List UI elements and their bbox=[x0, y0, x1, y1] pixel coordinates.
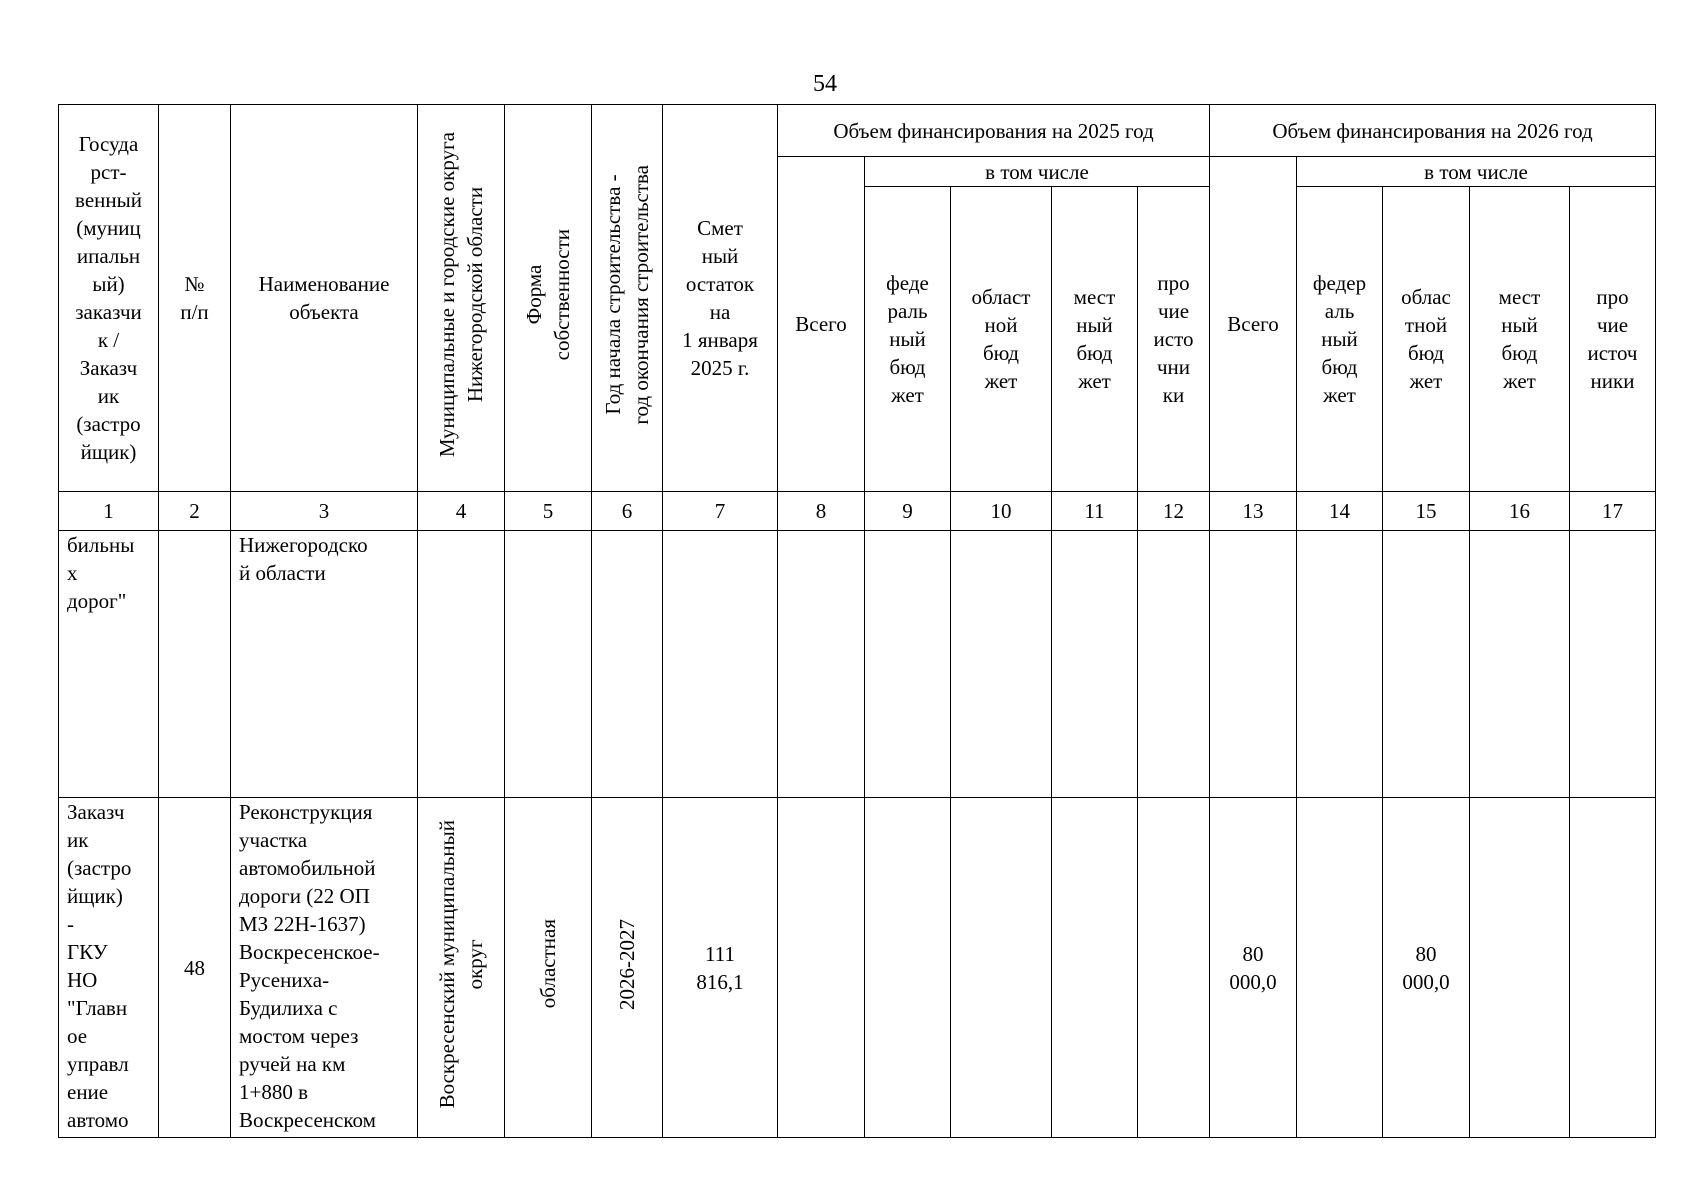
column-number: 7 bbox=[663, 492, 778, 531]
financing-table bbox=[58, 104, 1656, 1138]
table-row bbox=[59, 531, 1656, 798]
table-row bbox=[59, 798, 1656, 1138]
cell-customer: бильны х дорог" bbox=[59, 531, 159, 798]
cell-municipality bbox=[418, 531, 505, 798]
header-financing-2026: Объем финансирования на 2026 год bbox=[1210, 105, 1656, 157]
column-number: 1 bbox=[59, 492, 159, 531]
cell-customer: Заказч ик (застро йщик) - ГКУ НО "Главн ое управл ение автомо bbox=[59, 798, 159, 1138]
header-years-text: Год начала строительства - год окончания строительства bbox=[601, 164, 653, 425]
header-customer: Госуда рст- венный (муниц ипальн ый) заказчи к / Заказч ик (застро йщик) bbox=[59, 105, 159, 492]
cell-total-2025 bbox=[778, 798, 865, 1138]
header-municipality bbox=[418, 105, 505, 492]
header-regional-2026: облас тной бюд жет bbox=[1383, 187, 1470, 492]
header-including-2026: в том числе bbox=[1297, 157, 1656, 187]
header-years bbox=[592, 105, 663, 492]
column-number: 8 bbox=[778, 492, 865, 531]
header-other-2025: про чие исто чни ки bbox=[1138, 187, 1210, 492]
cell-total-2026 bbox=[1210, 531, 1297, 798]
column-number: 4 bbox=[418, 492, 505, 531]
column-number: 6 bbox=[592, 492, 663, 531]
cell-number: 48 bbox=[159, 798, 231, 1138]
cell-municipality bbox=[418, 798, 505, 1138]
cell-regional-2026 bbox=[1383, 531, 1470, 798]
header-total-2026: Всего bbox=[1210, 157, 1297, 492]
cell-object-name: Реконструкция участка автомобильной дороги (22 ОП МЗ 22Н-1637) Воскресенское- Русениха- Будилиха с мостом через ручей на км 1+880 в Воскресенском bbox=[231, 798, 418, 1138]
cell-estimate-balance: 111 816,1 bbox=[663, 798, 778, 1138]
column-number: 10 bbox=[951, 492, 1052, 531]
header-ownership-text: Форма собственности bbox=[522, 228, 574, 361]
column-number: 11 bbox=[1052, 492, 1138, 531]
cell-other-2025 bbox=[1138, 531, 1210, 798]
cell-other-2026 bbox=[1570, 798, 1656, 1138]
cell-municipality-text: Воскресенский муниципальный округ bbox=[435, 819, 487, 1109]
cell-local-2025 bbox=[1052, 798, 1138, 1138]
header-financing-2025: Объем финансирования на 2025 год bbox=[778, 105, 1210, 157]
header-federal-2025: феде раль ный бюд жет bbox=[865, 187, 951, 492]
column-number: 12 bbox=[1138, 492, 1210, 531]
column-number: 17 bbox=[1570, 492, 1656, 531]
header-including-2025: в том числе bbox=[865, 157, 1210, 187]
cell-total-2025 bbox=[778, 531, 865, 798]
header-ownership bbox=[505, 105, 592, 492]
header-local-2025: мест ный бюд жет bbox=[1052, 187, 1138, 492]
header-number: № п/п bbox=[159, 105, 231, 492]
cell-regional-2025 bbox=[951, 531, 1052, 798]
header-other-2026: про чие источ ники bbox=[1570, 187, 1656, 492]
cell-object-name: Нижегородско й области bbox=[231, 531, 418, 798]
cell-number bbox=[159, 531, 231, 798]
cell-years bbox=[592, 531, 663, 798]
cell-local-2025 bbox=[1052, 531, 1138, 798]
cell-total-2026: 80 000,0 bbox=[1210, 798, 1297, 1138]
cell-ownership bbox=[505, 531, 592, 798]
cell-years bbox=[592, 798, 663, 1138]
cell-federal-2026 bbox=[1297, 531, 1383, 798]
cell-regional-2026: 80 000,0 bbox=[1383, 798, 1470, 1138]
page-number: 54 bbox=[813, 71, 837, 97]
cell-federal-2025 bbox=[865, 798, 951, 1138]
cell-regional-2025 bbox=[951, 798, 1052, 1138]
column-number: 5 bbox=[505, 492, 592, 531]
cell-federal-2026 bbox=[1297, 798, 1383, 1138]
cell-local-2026 bbox=[1470, 798, 1570, 1138]
cell-ownership bbox=[505, 798, 592, 1138]
column-number: 13 bbox=[1210, 492, 1297, 531]
header-total-2025: Всего bbox=[778, 157, 865, 492]
column-number: 9 bbox=[865, 492, 951, 531]
header-municipality-text: Муниципальные и городские округа Нижегородской области bbox=[435, 131, 487, 458]
column-number: 14 bbox=[1297, 492, 1383, 531]
cell-other-2026 bbox=[1570, 531, 1656, 798]
cell-estimate-balance bbox=[663, 531, 778, 798]
column-number: 16 bbox=[1470, 492, 1570, 531]
column-number: 15 bbox=[1383, 492, 1470, 531]
cell-years-text: 2026-2027 bbox=[615, 918, 639, 1010]
cell-federal-2025 bbox=[865, 531, 951, 798]
header-object-name: Наименование объекта bbox=[231, 105, 418, 492]
cell-ownership-text: областная bbox=[536, 919, 560, 1009]
header-federal-2026: федер аль ный бюд жет bbox=[1297, 187, 1383, 492]
cell-local-2026 bbox=[1470, 531, 1570, 798]
header-local-2026: мест ный бюд жет bbox=[1470, 187, 1570, 492]
column-number: 2 bbox=[159, 492, 231, 531]
column-number: 3 bbox=[231, 492, 418, 531]
header-regional-2025: област ной бюд жет bbox=[951, 187, 1052, 492]
cell-other-2025 bbox=[1138, 798, 1210, 1138]
header-estimate-balance: Смет ный остаток на 1 января 2025 г. bbox=[663, 105, 778, 492]
